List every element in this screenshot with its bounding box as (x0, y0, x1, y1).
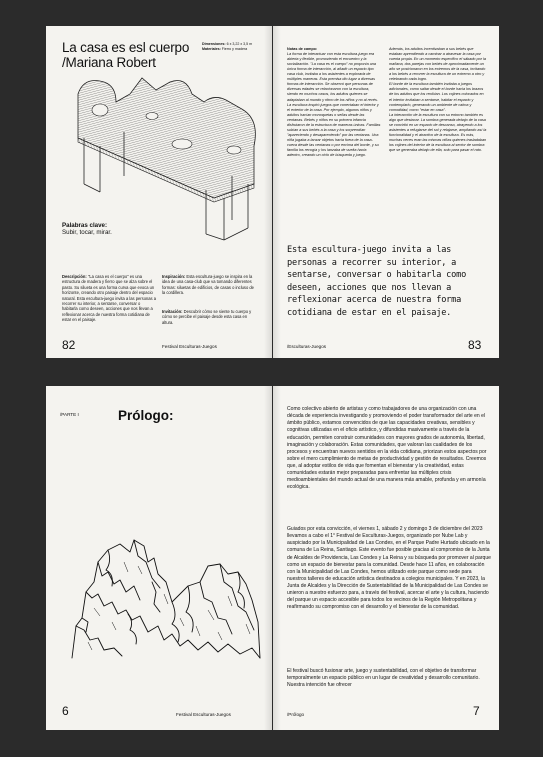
dimensions-value: 6 x 3,22 x 3,5 m (226, 42, 253, 46)
gutter-shadow (273, 26, 281, 358)
gutter-shadow (264, 386, 272, 730)
keywords-value: Subir, tocar, mirar. (62, 229, 112, 237)
pull-quote: Esta escultura-juego invita a las personas a recorrer su interior, a sentarse, conversar o habitarla como deseen, acciones que nos llevan a reflexionar acerca de nuestra forma cotidiana de estar en el paisaje. (287, 245, 467, 318)
notes-text-1: La forma de interactuar con esta escultura-juego era abierta y flexible, promoviendo el encuentro y la socialización. "La casa es el cuerpo" no proponía una única forma de interacción, al añadir un espacio tipo casa club, invitaba a los asistentes a explorarla de múltiples maneras. Esta premisa dio lugar a diversas formas de interacción. Se observó que personas de diversas edades se relacionaron con la escultura, siendo en muchos casos, los adultos quienes se adaptaban al mundo y ritmo de los niños y no al revés. La escultura inspiró juegos que conectaban el interior y el exterior de la casa. Por ejemplo, algunos niños y adultos hacían monoquetas o señas desde las ventanas. Bebés y niños en su primera infancia disfrutaron de la estructura de maneras únicas. Familias subían a sus bebés a la casa y los sorprendían "apareciendo y desapareciendo" por las ventanas. Una niña jugaba a lanzar objetos hacia fuera de la casa-cueva desde las ventanas o por encima del borde, y su familia los recogía y los lanzaba de vuelta hacia adentro, creando un ciclo de búsqueda y juego. (287, 52, 381, 158)
sculpture-drawing (64, 72, 264, 244)
page-number: 7 (473, 704, 480, 718)
notes-label: Notas de campo: (287, 47, 318, 52)
technical-data (202, 42, 264, 51)
page-number: 6 (62, 704, 69, 718)
prologue-paragraph-3: El festival buscó fusionar arte, juego y sustentabilidad, con el objetivo de transformar temporalmente un espacio público en un lugar de creatividad y desarrollo comunitario. Nuestra intención fue ofrecer (287, 668, 480, 689)
page-number: 83 (468, 338, 482, 352)
field-notes-col2 (389, 42, 487, 153)
invitation-block (162, 309, 256, 325)
materials-value: Fierro y madera (221, 46, 248, 51)
keywords-block (62, 222, 122, 237)
prologue-paragraph-2: Guiados por esta convicción, el viernes 1, sábado 2 y domingo 3 de diciembre del 2023 llevamos a cabo el 1° Festival de Esculturas-Juegos, organizado por Nube Lab y auspiciado por la Municipalidad de Las Condes, en el Parque Padre Hurtado ubicado en la comuna de La Reina, Santiago. Este evento fue posible gracias al compromiso de la Junta de Alcaldes de Providencia, Las Condes y La Reina y su búsqueda por promover al parque como un espacio de bienestar para la comunidad. Desde hace 11 años, en colaboración con la Municipalidad de Las Condes, hemos utilizado este parque como sede para nuestros talleres de educación artística destinados a colegios municipales. Y en 2023, la Junta de Alcaldes y la Dirección de Sustentabilidad de la Municipalidad de Las Condes se unieron a nuestro esfuerzo para, a través del festival, acercar el arte y la cultura, haciendo del parque un espacio accesible para todos los vecinos de la Región Metropolitana y reafirmando su compromiso con el desarrollo y el bienestar de la comunidad. (287, 526, 491, 611)
page-footer: Festival Esculturas-Juegos (162, 344, 217, 349)
materials-label: Materiales: (202, 46, 221, 51)
notes-text-2: Además, los adultos incentivaban a sus bebés que estaban aprendiendo a caminar a atravesar la casa por cuenta propia. En un momento específico el sábado por la mañana, dos parejas con bebés de aproximadamente un año se posicionaron en los extremos de la casa, incitando a los bebés a recorrer la escultura de un extremo a otro y celebrando cada logro. El borde de la escultura también invitaba a juegos adicionales, como saltar desde el borde hacia los brazos de los adultos que los recibían. Los cojines colocados en el interior invitaban a sentarse, habitar el espacio y contemplarlo, generando un ambiente de calma y comodidad, como "estar en casa". La interacción de la escultura con su entorno también es algo que destacar. La sombra generada debajo de la casa se convirtió en un espacio de descanso, atrayendo a los asistentes a refugiarse del sol y relajarse, ampliando así la funcionalidad y el atractivo de la escultura. Es más, muchas veces eran las mismas niñas quienes trasladaban los cojines del interior de la escultura al sector de sombra que se generaba debajo de ella, solo para pasar el rato. (389, 47, 487, 152)
page-6 (46, 386, 272, 730)
section-tag: /PARTE I (60, 412, 79, 417)
gutter-shadow (264, 26, 272, 358)
mountain-sketch (68, 522, 264, 664)
inspiration-text: Esta escultura-juego se inspira en la idea de una casa-club que va tomando diferentes formas: siluetas de edificios, de casas o incluso de la cordillera. (162, 274, 254, 296)
page-footer: Festival Esculturas-Juegos (176, 712, 231, 717)
invitation-label: Invitación: (162, 309, 183, 314)
dimensions-label: Dimensiones: (202, 42, 226, 46)
description-block (62, 274, 156, 323)
gutter-shadow (273, 386, 281, 730)
description-label: Descripción: (62, 274, 87, 279)
prologue-heading: Prólogo: (118, 408, 174, 423)
invitation-text: Descubrir cómo se siente tu cuerpo y cómo se percibe el paisaje desde esta casa en altura. (162, 309, 252, 325)
inspiration-block (162, 274, 256, 296)
page-83 (273, 26, 499, 358)
inspiration-label: Inspiración: (162, 274, 186, 279)
page-footer: /Prólogo (287, 712, 305, 717)
page-footer: /Esculturas-Juegos (287, 344, 327, 349)
keywords-label: Palabras clave: (62, 222, 108, 229)
description-text: "La casa es el cuerpo" es una estructura de madera y fierro que se alza sobre el pasto. Su silueta es una forma curva que evoca un horizonte, creando otro paisaje dentro del espacio natural. Esta escultura-juego invita a las personas a recorrer su interior, a sentarse, conversar o habitarla como deseen, acciones que nos llevan a reflexionar acerca de nuestra forma cotidiana de estar en el paisaje. (62, 274, 156, 323)
field-notes-col1 (287, 42, 381, 158)
page-7 (273, 386, 499, 730)
sculpture-title: La casa es esl cuerpo /Mariana Robert (62, 40, 190, 70)
prologue-paragraph-1: Como colectivo abierto de artistas y como trabajadores de una organización con una década de experiencia investigando y promoviendo el poder transformador del arte en el ámbito público, estamos convencidos de que las capacidades creativas, sensibles y cognitivas utilizadas en el oficio artístico, y difundidas masivamente a través de la educación, permiten construir comunidades con mayores grados de autonomía, libertad, imaginación y colaboración. Estas comunidades, que valoran las cualidades de los procesos y encuentran nuevos sentidos en la vida cotidiana, priorizan estos aspectos por sobre el mero cumplimiento de metas de productividad y gestión de resultados. Creemos que, al adoptar estilos de vida que fomentan el bienestar y la creatividad, estas comunidades estarán mejor preparadas para enfrentar las múltiples crisis medioambientales del mundo actual de una manera más amable, profunda y en armonía ecológica. (287, 406, 487, 491)
page-82 (46, 26, 272, 358)
page-number: 82 (62, 338, 76, 352)
